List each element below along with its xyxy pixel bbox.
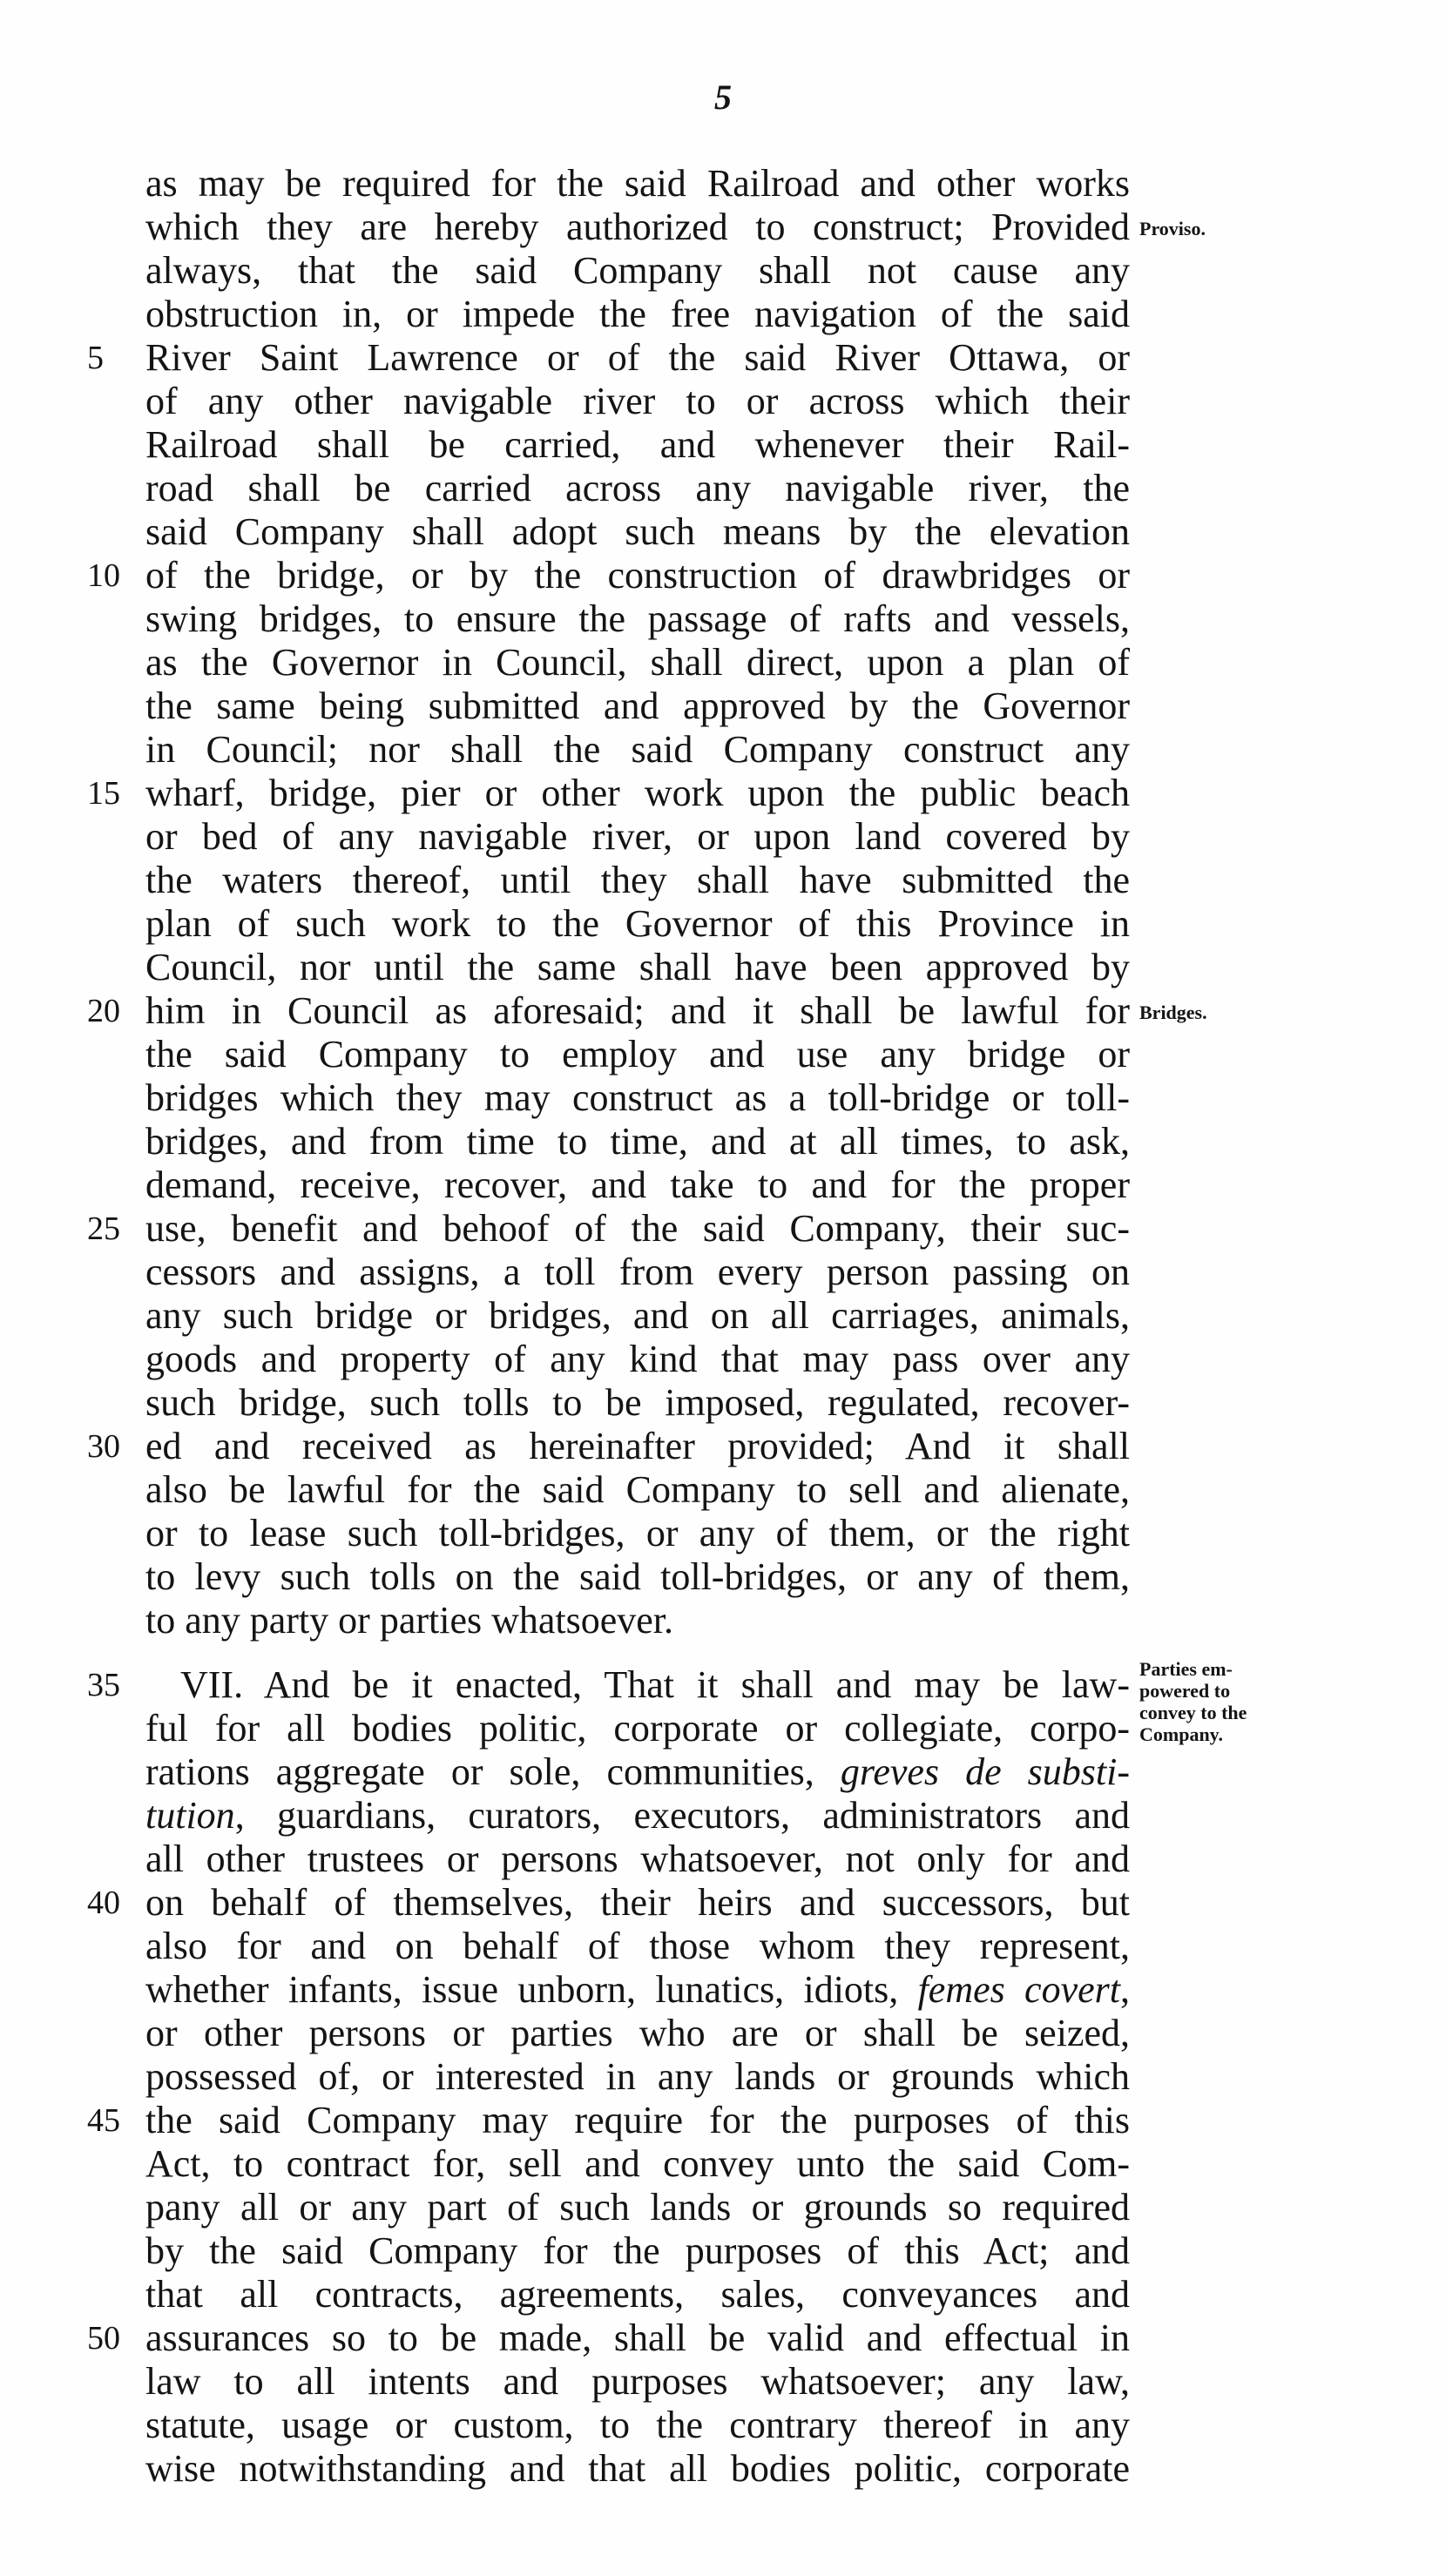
text-line: of any other navigable river to or across which their — [145, 380, 1130, 422]
text-line: swing bridges, to ensure the passage of rafts and vessels, — [145, 597, 1130, 640]
text-line: or bed of any navigable river, or upon land covered by — [145, 815, 1130, 858]
text-line: plan of such work to the Governor of this Province in — [145, 902, 1130, 945]
text-line: bridges which they may construct as a toll-bridge or toll- — [145, 1076, 1130, 1119]
text-line: by the said Company for the purposes of this Act; and — [145, 2229, 1130, 2272]
text-line: or other persons or parties who are or shall be seized, — [145, 2012, 1130, 2054]
text-line: use, benefit and behoof of the said Company, their suc- — [145, 1207, 1130, 1250]
text-line: Railroad shall be carried, and whenever their Rail- — [145, 423, 1130, 466]
text-line: in Council; nor shall the said Company construct any — [145, 728, 1130, 771]
text-line: that all contracts, agreements, sales, conveyances and — [145, 2273, 1130, 2316]
text-line: or to lease such toll-bridges, or any of them, or the right — [145, 1512, 1130, 1554]
text-line: road shall be carried across any navigable river, the — [145, 467, 1130, 509]
text-line: also be lawful for the said Company to sell and alienate, — [145, 1468, 1130, 1511]
text-line: the said Company may require for the purposes of this — [145, 2099, 1130, 2141]
text-line: as the Governor in Council, shall direct, upon a plan of — [145, 641, 1130, 684]
text-line: such bridge, such tolls to be imposed, regulated, recover- — [145, 1381, 1130, 1424]
text-line: Council, nor until the same shall have been approved by — [145, 946, 1130, 988]
text-line: wharf, bridge, pier or other work upon the public beach — [145, 772, 1130, 814]
line-number: 40 — [87, 1885, 120, 1921]
side-note-proviso: Proviso. — [1139, 218, 1206, 239]
text-line: on behalf of themselves, their heirs and successors, but — [145, 1881, 1130, 1924]
section-heading-line: VII. And be it enacted, That it shall and may be law- — [180, 1663, 1130, 1706]
text-line: ful for all bodies politic, corporate or collegiate, corpo- — [145, 1707, 1130, 1750]
text-line: cessors and assigns, a toll from every person passing on — [145, 1251, 1130, 1293]
text-line: to levy such tolls on the said toll-bridges, or any of them, — [145, 1555, 1130, 1598]
text-line: rations aggregate or sole, communities, greves de substi- — [145, 1750, 1130, 1793]
line-number: 50 — [87, 2320, 120, 2357]
text-line: said Company shall adopt such means by the elevation — [145, 510, 1130, 553]
text-line: him in Council as aforesaid; and it shall be lawful for — [145, 989, 1130, 1032]
text-line: as may be required for the said Railroad and other works — [145, 162, 1130, 205]
text-line: any such bridge or bridges, and on all carriages, animals, — [145, 1294, 1130, 1337]
text-line: possessed of, or interested in any lands or grounds which — [145, 2055, 1130, 2098]
side-note-parties: Parties em- powered to convey to the Company. — [1139, 1658, 1247, 1745]
line-number: 15 — [87, 775, 120, 812]
text-line: always, that the said Company shall not cause any — [145, 249, 1130, 292]
text-line: of the bridge, or by the construction of drawbridges or — [145, 554, 1130, 597]
text-line: also for and on behalf of those whom they represent, — [145, 1925, 1130, 1967]
text-line: tution, guardians, curators, executors, administrators and — [145, 1794, 1130, 1837]
line-number: 5 — [87, 340, 104, 376]
side-note-bridges: Bridges. — [1139, 1001, 1207, 1023]
text-line: whether infants, issue unborn, lunatics, idiots, femes covert, — [145, 1968, 1130, 2011]
text-line: goods and property of any kind that may pass over any — [145, 1338, 1130, 1380]
text-line: the waters thereof, until they shall have submitted the — [145, 859, 1130, 901]
line-number: 10 — [87, 557, 120, 594]
line-number: 20 — [87, 993, 120, 1029]
line-number: 30 — [87, 1428, 120, 1465]
text-line: assurances so to be made, shall be valid and effectual in — [145, 2316, 1130, 2359]
text-line: ed and received as hereinafter provided; And it shall — [145, 1425, 1130, 1467]
text-line: obstruction in, or impede the free navigation of the said — [145, 293, 1130, 335]
text-line: the said Company to employ and use any bridge or — [145, 1033, 1130, 1076]
page-number: 5 — [714, 78, 732, 117]
text-line: Act, to contract for, sell and convey unto the said Com- — [145, 2142, 1130, 2185]
line-number: 35 — [87, 1667, 120, 1703]
text-line: the same being submitted and approved by the Governor — [145, 684, 1130, 727]
text-line: River Saint Lawrence or of the said River Ottawa, or — [145, 336, 1130, 379]
text-line: pany all or any part of such lands or grounds so required — [145, 2186, 1130, 2229]
text-line: to any party or parties whatsoever. — [145, 1599, 674, 1642]
line-number: 45 — [87, 2102, 120, 2139]
text-line: law to all intents and purposes whatsoever; any law, — [145, 2360, 1130, 2403]
text-line: statute, usage or custom, to the contrary thereof in any — [145, 2404, 1130, 2446]
text-line: bridges, and from time to time, and at all times, to ask, — [145, 1120, 1130, 1163]
text-line: which they are hereby authorized to construct; Provided — [145, 206, 1130, 248]
text-line: wise notwithstanding and that all bodies politic, corporate — [145, 2447, 1130, 2490]
text-line: all other trustees or persons whatsoever, not only for and — [145, 1838, 1130, 1880]
line-number: 25 — [87, 1210, 120, 1247]
text-line: demand, receive, recover, and take to and for the proper — [145, 1163, 1130, 1206]
